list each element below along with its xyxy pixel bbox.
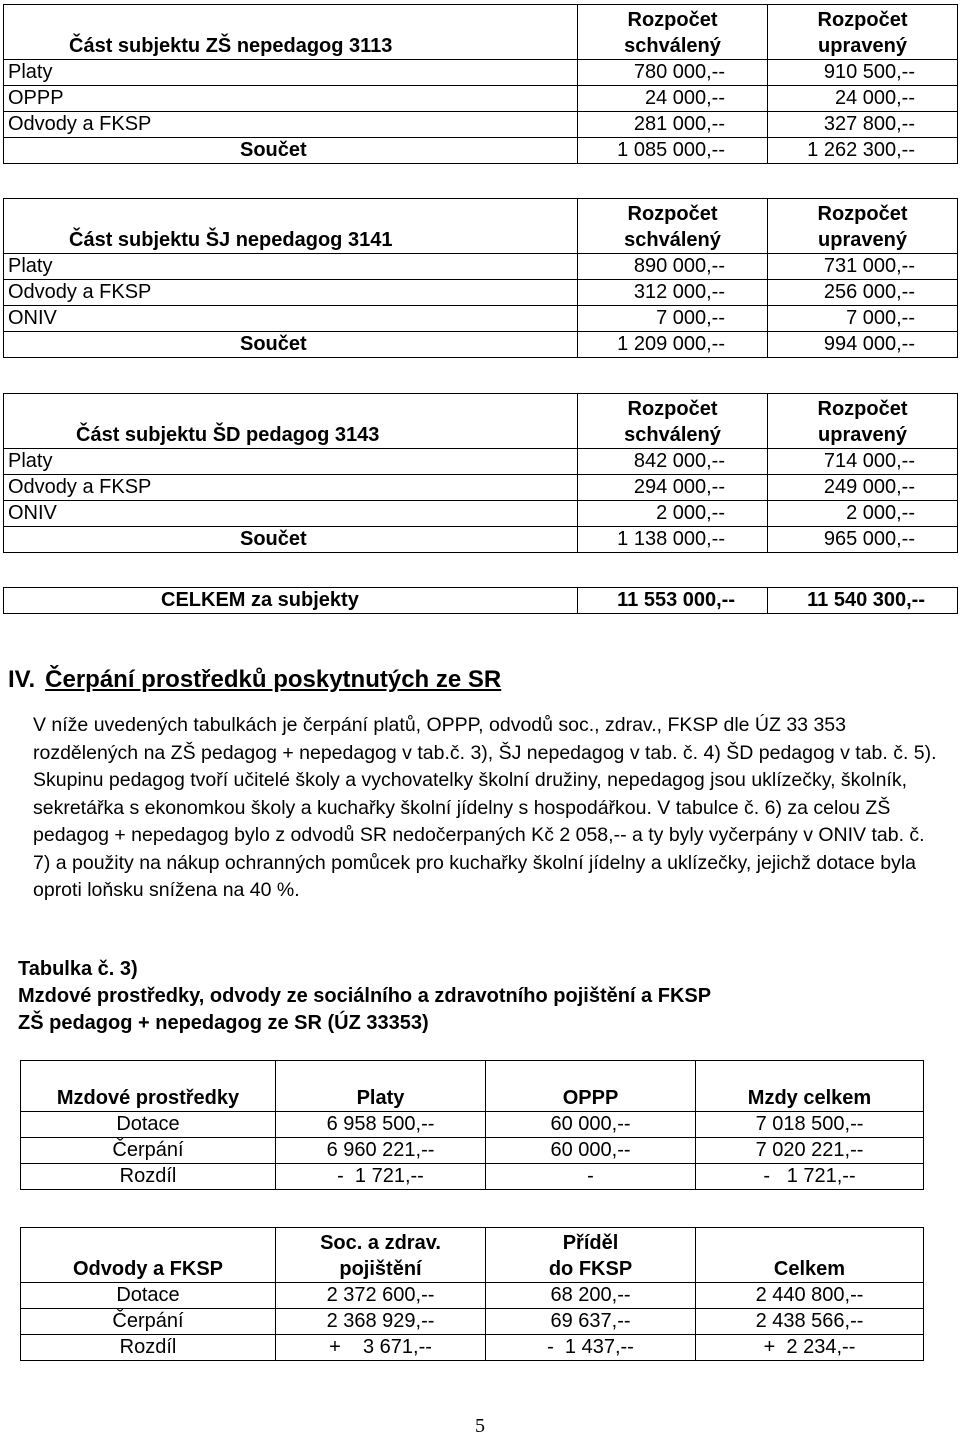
table-row: ONIV 2 000,-- 2 000,--	[4, 501, 958, 527]
col-adjusted-header: Rozpočet upravený	[768, 394, 958, 449]
table3-heading-2: ZŠ pedagog + nepedagog ze SR (ÚZ 33353)	[18, 1012, 429, 1034]
table-header-row: Odvody a FKSP Soc. a zdrav. pojištění Příděl do FKSP Celkem	[21, 1228, 924, 1283]
table-title: Část subjektu ŠD pedagog 3143	[4, 394, 578, 449]
table-row: Odvody a FKSP 281 000,-- 327 800,--	[4, 112, 958, 138]
sum-row: Součet 1 085 000,-- 1 262 300,--	[4, 138, 958, 164]
budget-table-sd	[3, 393, 958, 553]
table-header-row: Mzdové prostředky Platy OPPP Mzdy celkem	[21, 1061, 924, 1112]
col-approved-header: Rozpočet schválený	[578, 394, 768, 449]
section-title: Čerpání prostředků poskytnutých ze SR	[45, 666, 502, 693]
table-row: Rozdíl + 3 671,-- - 1 437,-- + 2 234,--	[21, 1335, 924, 1361]
table3-caption	[18, 956, 711, 1037]
table-row: OPPP 24 000,-- 24 000,--	[4, 86, 958, 112]
budget-table-sj	[3, 198, 958, 358]
table-row: Platy 890 000,-- 731 000,--	[4, 254, 958, 280]
col-adjusted-header: Rozpočet upravený	[768, 199, 958, 254]
table3-heading-1: Mzdové prostředky, odvody ze sociálního a zdravotního pojištění a FKSP	[18, 985, 712, 1007]
sum-row: Součet 1 138 000,-- 965 000,--	[4, 527, 958, 553]
table-row: Odvody a FKSP 312 000,-- 256 000,--	[4, 280, 958, 306]
sum-row: Součet 1 209 000,-- 994 000,--	[4, 332, 958, 358]
total-row: CELKEM za subjekty 11 553 000,-- 11 540 300,--	[4, 588, 958, 614]
table-row: Odvody a FKSP 294 000,-- 249 000,--	[4, 475, 958, 501]
table-row: ONIV 7 000,-- 7 000,--	[4, 306, 958, 332]
table-row: Dotace 2 372 600,-- 68 200,-- 2 440 800,--	[21, 1283, 924, 1309]
section-heading	[8, 666, 501, 694]
table-row: Čerpání 2 368 929,-- 69 637,-- 2 438 566,--	[21, 1309, 924, 1335]
budget-table-zs	[3, 4, 958, 164]
table3-label: Tabulka č. 3)	[18, 958, 138, 980]
table-row: Rozdíl - 1 721,-- - - 1 721,--	[21, 1164, 924, 1190]
col-approved-header: Rozpočet schválený	[578, 5, 768, 60]
section-number: IV.	[8, 666, 36, 693]
page-number: 5	[475, 1415, 485, 1437]
table-title: Část subjektu ŠJ nepedagog 3141	[4, 199, 578, 254]
wages-table	[20, 1060, 924, 1190]
table-title: Část subjektu ZŠ nepedagog 3113	[4, 5, 578, 60]
col-approved-header: Rozpočet schválený	[578, 199, 768, 254]
levies-table	[20, 1227, 924, 1361]
col-adjusted-header: Rozpočet upravený	[768, 5, 958, 60]
table-row: Čerpání 6 960 221,-- 60 000,-- 7 020 221,--	[21, 1138, 924, 1164]
table-row: Platy 780 000,-- 910 500,--	[4, 60, 958, 86]
table-row: Platy 842 000,-- 714 000,--	[4, 449, 958, 475]
table-row: Dotace 6 958 500,-- 60 000,-- 7 018 500,--	[21, 1112, 924, 1138]
total-table	[3, 587, 958, 614]
section-paragraph: V níže uvedených tabulkách je čerpání platů, OPPP, odvodů soc., zdrav., FKSP dle ÚZ 33 353 rozdělených na ZŠ pedagog + nepedagog v tab.č. 3), ŠJ nepedagog v tab. č. 4) ŠD pedagog v tab. č. 5). Skupinu pedagog tvoří učitelé školy a vychovatelky školní družiny, nepedagog jsou uklízečky, školník, sekretářka s ekonomkou školy a kuchařky školní jídelny s hospodářkou. V tabulce č. 6) za celou ZŠ pedagog + nepedagog bylo z odvodů SR nedočerpaných Kč 2 058,-- a ty byly vyčerpány v ONIV tab. č. 7) a použity na nákup ochranných pomůcek pro kuchařky školní jídelny a uklízečky, jejichž dotace byla oproti loňsku snížena na 40 %.	[33, 714, 937, 901]
